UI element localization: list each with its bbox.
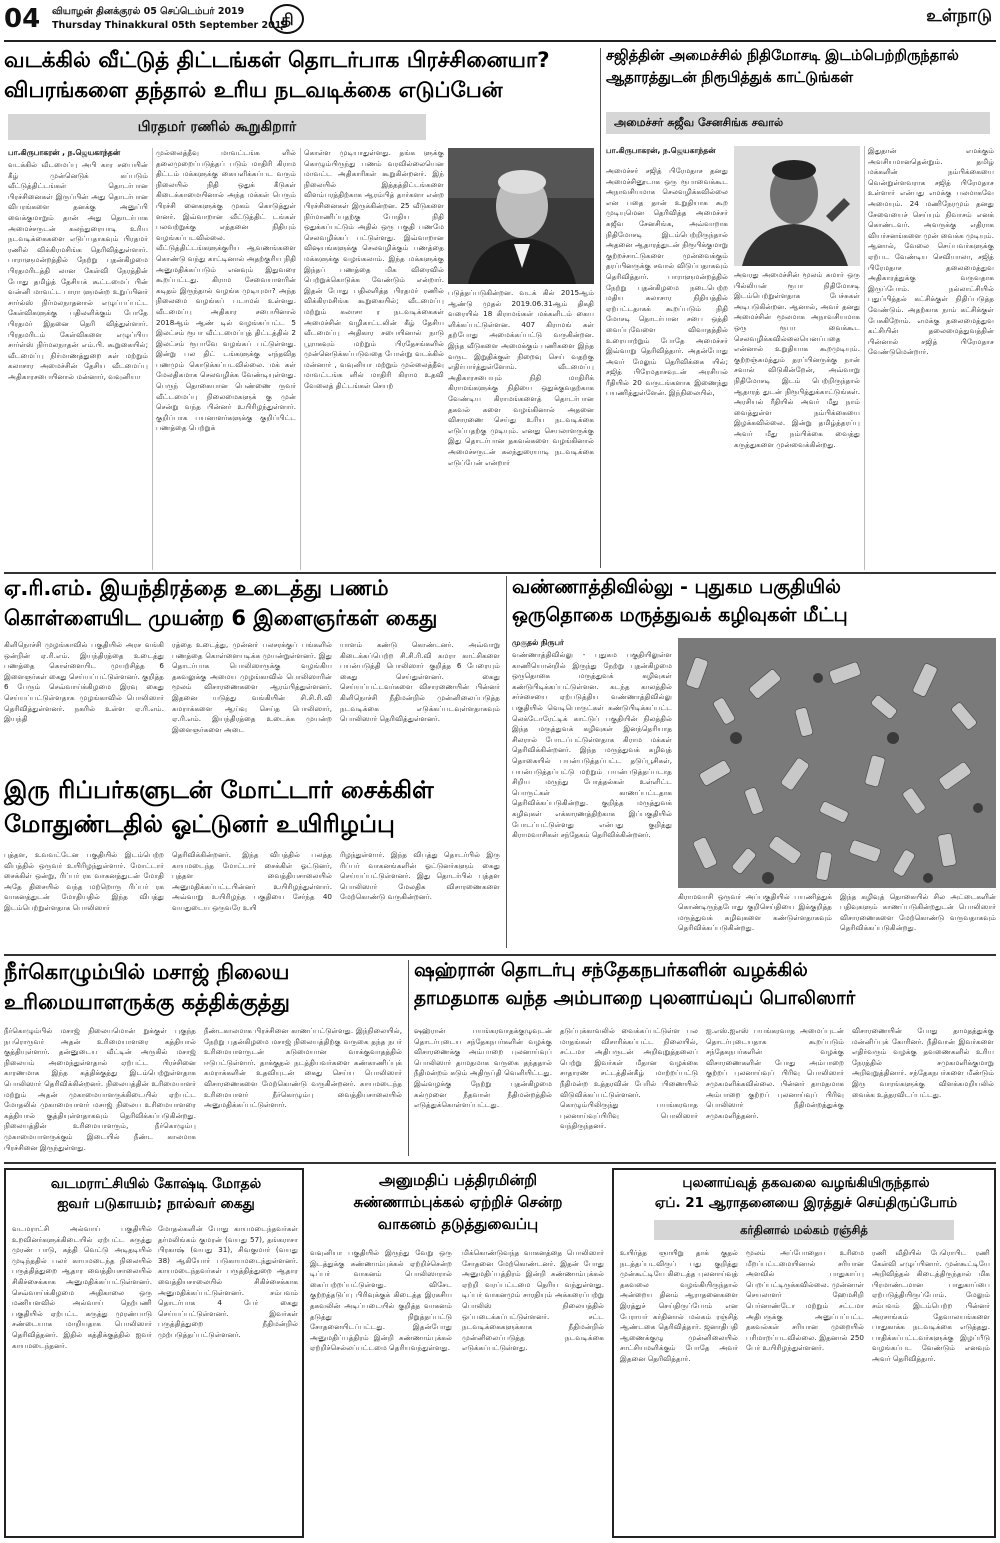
story-sajith-strap: அமைச்சர் சுஜீவ சேனசிங்க சவால்: [606, 112, 990, 134]
story-waste-byline: முகுதல் நிருபர்: [512, 638, 564, 647]
row-divider: [4, 954, 996, 956]
story-massage-col-2: நீண்டகாலமாக பிரச்சினை காணப்பட்டுள்ளது. இந்நிலையில், நேற்று புதன்கிழமை மசாஜ் நிலையத்திற்கு வருகை தந்த நபர் உரிமையாளருடன் கடுமையான வாக்குவாதத்தில் ஈடுபட்டுள்ளார். தாக்குதல் நடத்தியவர்களை கண்காணிப்புக் கமராக்களின் உதவியுடன் கைது செய்ய பொலிஸார் விசாரணைகளை மேற்கொண்டு வருகின்றனர். காயமடைந்த உரிமையாளர் நீர்கொழும்பு வைத்தியசாலையில் அனுமதிக்கப்பட்டுள்ளார்.: [204, 1026, 402, 1110]
story-cardinal-col-2: மூலம் அப்போதைய உரிமை மீறப்பட்டமையினால் சரியான அளவில் பாதுகாப்பு பெறப்பட்டிருக்கவில்லை. முன்னாள் செயலாளர் ஹேமசிறி பெர்னாண்டோ மற்றும் சட்டமா அதிபருக்கு அனுப்பப்பட்ட தகவல்கள் சரியான முறையில் பரிமாறப்படவில்லை. இதனால் 250 பேர் உயிரிழந்துள்ளனர்.: [746, 1248, 864, 1353]
story-zahran-col-1: ஷஹ்ரான் பயங்கரவாதக்குழுவுடன் தொடர்புடைய சந்தேகநபர்களின் வழக்கு விசாரணைக்கு அம்பாறை புலனாய்வுப் பொலிஸார் தாமதமாக வருகை தந்ததால் நீதிமன்றம் கடும் அதிருப்தி வெளியிட்டது. இவ்வழக்கு நேற்று புதன்கிழமை கல்முனை நீதவான் நீதிமன்றத்தில் எடுத்துக்கொள்ளப்பட்டது.: [414, 1026, 552, 1110]
row-divider: [4, 1162, 996, 1164]
story-sajith-byline: பா.கிருபாகரன், ந.ஜெயகாந்தன்: [606, 146, 716, 155]
story-limestone-col-2: மிக்கொண்டுவந்த வாகனத்தை பொலிஸார் சோதனை மேற்கொண்டனர். இதன் போது அனுமதிப்பத்திரம் இன்றி சுண்ணாம்புக்கல் ஏற்றி வரப்பட்டமை தெரிய வந்துள்ளது. டிப்பர் வாகனமும் சாரதியும் அக்கரைப்பற்று பொலிஸ் நிலையத்தில் ஒப்படைக்கப்பட்டுள்ளனர். சட்ட நடவடிக்கைகளுக்காக நீதிமன்றில் முன்னிலைப்படுத்த நடவடிக்கை எடுக்கப்பட்டுள்ளது.: [462, 1248, 604, 1353]
story-massage: [4, 960, 404, 1158]
waste-image: [678, 638, 996, 888]
story-clash-col-1: வடமராட்சி அல்வாய் பகுதியில் உறவினர்களுக்கிடையில் ஏற்பட்ட சுருத்து முரண் பாடு, கத்தி வெட்டு அடிதடியில் முடிந்ததில் பலர் காயமடைந்த நிலையில் பருத்தித்துறை ஆதார வைத்தியசாலையில் சிகிச்சைக்காக அனுமதிக்கப்பட்டுள்ளனர். செவ்வாய்க்கிழமை அதிகாலை ஒரு மணியளவில் அல்வாய் நெற்பணி பகுதியில் ஏற்பட்ட கருத்து முரண்பாடு சண்டையாக மாறியதாக பொலிஸார் தெரிவித்தனர். இதில் கத்திக்குத்தில் ஐவர் காயமடைந்தனர்.: [12, 1224, 152, 1350]
logo-text: தி: [280, 10, 294, 29]
story-atm-col-3: யாளம் கண்டு கொண்டனர். அவ்வாறு கிடைக்கப்பெற்ற சி.சி.ரி.வி கமரா காட்சிகளை பயன்படுத்தி பொலிஸார் குறித்த 6 பேரையும் கைது செய்துள்ளனர். கைது செய்யப்பட்டவர்களை விசாரணையின் பின்னர் கிளிநொச்சி நீதிமன்றில் முன்னிலைப்படுத்த நடவடிக்கை எடுக்கப்படவுள்ளதாகவும் பொலிஸார் தெரிவித்துள்ளனர்.: [340, 640, 500, 724]
portrait-image: [448, 148, 594, 284]
story-massage-headline-2: உரிமையாளருக்கு கத்திக்குத்து: [4, 990, 290, 1014]
story-housing-col-1: வடக்கில் வீடமைப்பு அபி கார சபையின் கீழ் முன்னெடுக் கப்படும் வீட்டுத்திட்டங்கள் தொடர்பான பிரச்சினைகள் இருப்பின் அது தொடர்பான விபரங்களை தனக்கு அனுப்பி வைக்குமாறும் தான் அது தொடர்பாக அமைச்சருடன் கலந்துரையாடி உரிய நடவடிக்கைகளை எடுப்பதாகவும் பிரதமர் ரணில் விக்கிரமசிங்க தெரிவித்துள்ளார். பாராளுமன்றத்தில் நேற்று புதன்கிழமை பிரதமரிடத்தி லான கேள்வி நேரத்தின் போது தமிழ்த் தேசியக் கூட்டமைப் பின் வன்னி மாவட்ட பாரா ளுமன்ற உறுப்பினர் சார்ல்ஸ் நிர்மலநாதனால் எழுப்பப்பட்ட கேள்விகளுக்கு பதிலளிக்கும் போதே பிரதமர் இதனை தெரி வித்துள்ளார். பிரதமரிடம் கேள்விகளை எழுப்பிய சார்ள்ஸ் நிர்மலநாதன் எம்.பி. கூறுகையில்; வீடமைப்பு நிர்மாணத்துறை கள் மற்றும் கலாசார அமைச்சின் தேசிய வீடமைப்பு அதிகாரசபையினால் மன்னார், வவுனியா: [8, 160, 148, 381]
col-rule: [152, 148, 153, 570]
story-cardinal-col-1: உயிர்த்த ஞாயிறு தாக் குதல் நடத்தப்படவிருப் பது குறித்து முன்கூட்டியே கிடைத்த புலனாய்வுத் தகவலை வழங்கியிருந்தால் அன்றைய தினம் ஆராதனைகளை இரத்துச் செய்திருப்போம் என பேராயர் கர்தினால் மல்கம் ரஞ்சித் ஆண்டகை தெரிவித்தார். ஜனாதிபதி ஆணைக்குழு முன்னிலையில் சாட்சியமளிக்கும் போதே அவர் இதனை தெரிவித்தார்.: [620, 1248, 738, 1363]
page-header: [0, 0, 1000, 42]
story-sajith-col-2: அவரது அமைச்சின் மூலம் சுமார் ஒரு பில்லியன் ரூபா நிதிமோசடி இடம்பெற்றுள்ளதாக பேச்சுகள் அடிபடுகின்றன. ஆனால், அவர் தனது அமைச்சின் மூலமாக அநாவசியமாக ஒரு ரூபா வைக்கூட செலவழிக்கவில்லையெனப்பதை என்னால் உறுதியாக கூறமுடியும். குற்றஞ்சுமத்தும் தரப்பினருக்கு நான் சவால் விடுகின்றேன், அவ்வாறு நிதிமோசடி இடம் பெற்றிருந்தால் ஆதாரத் துடன் நிரூபித்துக்காட்டுங்கள். அரசியல் ரீதியில் அவர் மீது நாம் வைத்துள்ள நம்பிக்கையை இழக்கவில்லை. இன்று தமிழ்த்தரப்பு அவர் மீது நம்பிக்கை வைத்து கருத்துகளை முன்வைக்கின்றது.: [734, 270, 860, 449]
newspaper-logo: [270, 4, 304, 34]
header-date-english: Thursday Thinakkural 05th September 2019: [52, 20, 288, 31]
prime-minister-photo: [448, 148, 594, 284]
medical-waste-photo: [678, 638, 996, 888]
story-cardinal: [612, 1168, 996, 1538]
story-housing-col-4: படுத்தப்படுகின்றன. வடக் கில் 2015ஆம் ஆண்டு முதல் 2019.06.31ஆம் திகதி வரையில் 18 கிராமங்கள் மக்களிடம் கைய ளிக்கப்பட்டுள்ளன. 407 கிராமங் கள் தற்போது அமைக்கப்பட்டு வருகின்றன. இந்த வீடுகளை அமைக்கும் பணிகளை இந்த வருட இறுதிக்குள் நிறைவு செய் வதற்கு எதிர்பார்த்துள்ளோம். வீடமைப்பு அதிகாரசபையும் நிதி மாதிரிக் கிராமங்களுக்கு நிதியை ஒதுக்குவதற்காக வேண்டிய கிராமங்களைத் தொடர்பான தகவல் களை வழங்கினால் அதனை விசாரணை செய்து உரிய நடவடிக்கை எடுப்பதற்கு முடியும். எனது செயலாளருக்கு இது தொடர்பான தகவல்களை வழங்கினால் அமைச்சருடன் கலந்துரையாடி நடவடிக்கை எடுப்பேன் என்றார்: [448, 288, 594, 467]
section-divider: [506, 576, 507, 948]
story-housing-strap: பிரதமர் ரணில் கூறுகிறார்: [8, 114, 426, 140]
story-cardinal-col-3: ரணி வீதியில் பேரொபிட ரணி கேள்வி எழுப்பினார். முன்கூட்டியே அறிவித்தல் கிடைத்திருந்தால் மிக பிரமாண்டமான பாதுகாப்பை ஏற்படுத்தியிருப்போம். மேலும் சம்பவம் இடம்பெற்ற பின்னர் அரசாங்கம் தேவாலயங்களை பாதுகாக்க நடவடிக்கை எடுத்தது. பாதிக்கப்பட்டவர்களுக்கு இழப்பீடு வழங்கப்பட வேண்டும் எனவும் அவர் தெரிவித்தார்.: [872, 1248, 990, 1363]
story-limestone-headline-1: அனுமதிப் பத்திரமின்றி: [378, 1171, 537, 1189]
story-cardinal-strap: கர்தினால் மல்கம் ரஞ்சித்: [654, 1220, 954, 1240]
story-accident-col-2: தெரிவிக்கின்றனர். இந்த விபத்தில் பலத்த காயமடைந்த மோட்டார் சைக்கிள் ஓட்டுனர், புத்தள வைத்தியசாலையில் அனுமதிக்கப்பட்டபின்னர் உயிரிழந்துள்ளார். அவ்வாறு உயிரிழந்த பகுதியை சேர்ந்த 40 வயதுடைய ஒருவரே உயி: [172, 850, 332, 912]
story-limestone-headline-2: சுண்ணாம்புக்கல் ஏற்றிச் சென்ற: [353, 1193, 563, 1211]
story-accident-headline-2: மோதுண்டதில் ஓட்டுனர் உயிரிழப்பு: [4, 810, 395, 838]
story-clash-headline-2: ஐவர் படுகாயம்; நால்வர் கைது: [57, 1196, 255, 1212]
story-sajith-headline-2: ஆதாரத்துடன் நிரூபித்துக் காட்டுங்கள்: [606, 70, 854, 86]
story-sajith-col-3: இதுதான் எமக்கும் அவசியமானதென்றும். தமிழ் மக்களின் நம்பிக்கையை வென்றுள்ளவராக சஜித் பிரேமதாச உள்ளார் என்பது எமக்கு பலமாகவே அமையும். 24 மணிநேரமும் தனது சேவையைச் செய்யும் நிவாசம் எனக் கொண்டவர். அவருக்கு எதிராக வியர்சனங்களை முன் வைக்க முடியும். ஆனால், வேலை செய்பவர்களுக்கு ஏற்பட வேண்டிய செவியாலா, சஜித் பிரேமதாச தலைமைத்துவ அதிகாரத்துக்கு வருவதாக இருப்போம். நல்லாட்சியில் புதுப்பித்தல் கட்சிக்குள் நிதிப்படுத்த வேண்டும். அதற்காக நாம் கட்சிக்குள் பேசுகிறோம். எமக்கு தலைமைத்துவ கட்சியின் தலைமைத்துவத்தின் பின்னால் சஜித் பிரேமதாச வேண்டுமென்றார்.: [868, 146, 994, 357]
story-zahran-col-4: விசாரணையின் போது தாமதத்துக்கு மன்னிப்புக் கோரினர். நீதிவான் இவர்களை எதிர்வரும் வழக்கு தவணைகளில் உரிய நேரத்தில் சமுகமளிக்குமாறு அறிவுறுத்தினார். சந்தேகநபர்களை மீண்டும் இரு வாரங்களுக்கு விளக்கமறியலில் வைக்க உத்தரவிடப்பட்டது.: [852, 1026, 994, 1099]
story-medical-waste: [512, 576, 996, 950]
story-massage-col-1: நீர்கொழும்பில் மசாஜ் நிலையமொன் றுக்குள் புகுந்த நபரொருவர் அதன் உரிமையாளரை கத்தியால் குத்தியுள்ளார். தன்னுடைய வீட்டின் அருகில் மசாஜ் நிலையம் அமைந்துள்ளதால் ஏற்பட்ட பிரச்சினை காரணமாக இந்த கத்திக்குத்து இடம்பெற்றுள்ளதாக பொலிஸார் தெரிவிக்கின்றனர். நிலையத்தின் உரிமையாளர் மற்றும் அதன் முகாமையாளருக்கிடையில் ஏற்பட்ட மோதலில் முகாமையாளர் மசாஜ் நிலைய உரிமையாளரை கத்தியால் குத்தியுள்ளதாகவும் தெரிவிக்கப்படுகின்றது. நிலையத்தின் உரிமையாளரும், நீர்கொழும்பு முகாமையாளருக்கும் இடையில் நீண்ட காலமாக பிரச்சினை இருந்துள்ளது.: [4, 1026, 196, 1152]
header-date-tamil: வியாழன் தினக்குரல் 05 செப்டெம்பர் 2019: [52, 6, 245, 17]
story-housing-headline-2: விபரங்களை தந்தால் உரிய நடவடிக்கை எடுப்பேன்: [4, 78, 503, 103]
story-housing-byline: பா.கிருபாகரன் , ந.ஜெயகாந்தன்: [8, 148, 121, 157]
story-limestone: [310, 1168, 606, 1540]
story-sajith-col-1: அமைச்சர் சஜித் பிரேமதாச தனது அமைச்சினூடாக ஒரு ரூபாவைக்கூட அநாவசியமாக செலவழிக்கவில்லை என பதை தான் உறுதியாக கூற முடியுமென தெரிவித்த அமைச்சர் சுஜீவ சேனசிங்க, அவ்வாறாக நிதிமோசடி இடம்பெற்றிருந்தால் அதனை ஆதாரத்துடன் நிரூபிக்குமாறு குற்றச்சாட்டுகளை முன்வைக்கும் தரப்பினருக்கு சவால் விடுப்பதாகவும் தெரிவித்தார். பாராளுமன்றத்தில் நேற்று புதன்கிழமை நடைபெற்ற மதிய கலாசார நிதியத்தில் ஏற்பட்டதாகக் கூறப்படும் நிதி மோசடி தொடர்பான சபை ஒத்தி வைப்புவேளை விவாதத்தில் உரையாற்றும் போதே அமைச்சர் இவ்வாறு தெரிவித்தார். அதன்போது அவர் மேலும் தெரிவிக்கை யில்; சஜித் பிரேமதாசவுடன் அரசியல் ரீதியில் 20 வருடங்களாக இணைந்து பயணித்துள்ளேன். இந்நிலையில்,: [606, 166, 728, 398]
story-accident-col-3: ரிழந்துள்ளார். இந்த விபத்து தொடர்பில் இரு ரிப்பர் வாகனங்களின் ஓட்டுனர்களும் கைது செய்யப்பட்டுள்ளனர். இது தொடர்பில் புத்தள பொலிஸார் மேலதிக விசாரணைகளை மேற்கொண்டு வருகின்றனர்.: [340, 850, 500, 902]
story-waste-caption-2: இந்த கழிவுத் தொகையில் சில அட்டைகளின் பதிவுகளும் காணப்படுகின்றதுடன் பொலிஸார் விசாரணைகளை மேற்கொண்டு வருவதாகவும் தெரிவிக்கப்படுகின்றது.: [840, 892, 996, 933]
story-cardinal-headline-2: ஏப். 21 ஆராதனையை இரத்துச் செய்திருப்போம்: [654, 1195, 958, 1211]
story-zahran-col-2: தடுப்புக்காவலில் வைக்கப்பட்டுள்ள பல மாதங்கள் விசாரிக்கப்பட்ட நிலையில், சட்டமா அதிபருடன் அறிவுறுத்தலைப் பெற்று இவர்கள் மீதான வழக்கை சாதாரண சட்டத்தின்கீழ் மாற்றப்பட்டு நீதிமன்ற உத்தரவின் பேரில் பிணையில் விடுவிக்கப்பட்டுள்ளனர். கொழும்பிலிருந்து பயங்கரவாத புலனாய்வுப்பிரிவு பொலிஸார் வந்திருந்தனர்.: [560, 1026, 698, 1131]
page-number: 04: [4, 4, 41, 34]
section-label: உள்நாடு: [926, 6, 992, 26]
story-accident-headline-1: இரு ரிப்பர்களுடன் மோட்டார் சைக்கிள்: [4, 776, 434, 804]
story-limestone-headline-3: வாகனம் தடுத்துவைப்பு: [377, 1215, 539, 1233]
col-rule: [864, 146, 865, 570]
story-accident-col-1: புத்தள, உவவட்டேன பகுதியில் இடம்பெற்ற விபத்தில் ஒருவர் உயிரிழந்துள்ளார். மோட்டார் சைக்கிள் ஒன்று, ரிப்பர் ரக வாகனத்துடன் மோதி அதே திசையில் வந்த மற்றொரு ரிப்பர் ரக வாகனத்துடன் மோதியதில் இந்த விபத்து இடம்பெற்றுள்ளதாக பொலிஸார்: [4, 850, 164, 912]
story-massage-headline-1: நீர்கொழும்பில் மசாஜ் நிலைய: [4, 960, 290, 984]
story-accident: [4, 776, 502, 950]
story-zahran-col-3: ஐ.எஸ்.ஐஎஸ் பயங்கரவாத அமைப்புடன் தொடர்புடையதாக கூறப்படும் சந்தேகநபர்களின் வழக்கு விசாரணைகளின் போது அம்பாறை குற்றப் புலனாய்வுப் பிரிவு பொலிஸார் சமுகமளிக்கவில்லை. பின்னர் தாமதமாக அம்பாறை குற்றப் புலனாய்வுப் பிரிவு பொலிஸார் நீதிமன்றத்துக்கு சமுகமளித்தனர்.: [706, 1026, 844, 1120]
story-sajith-headline-1: சஜித்தின் அமைச்சில் நிதிமோசடி இடம்பெற்றிருந்தால்: [606, 48, 959, 64]
story-waste-caption-1: கிராமவாசி ஒருவர் அப்பகுதியில் பயணித்துக் கொண்டிருந்தபோது குறிசெய்தியை இக்குறித்த மருத்துவக் கழிவுகளை கண்டுள்ளதாகவும் தெரிவிக்கப்படுகின்றது.: [678, 892, 832, 933]
story-atm-headline-2: கொள்ளையிட முயன்ற 6 இளைஞர்கள் கைது: [4, 606, 438, 630]
story-housing: [4, 48, 596, 570]
header-divider: [4, 40, 996, 42]
minister-photo: [734, 146, 860, 266]
story-limestone-col-1: வவுனியா பகுதியில் இருந்து வேறு ஒரு இடத்துக்கு சுண்ணாம்புக்கல் ஏற்றிச்சென்ற டிப்பர் வாகனம் பொலிஸாரால் கைப்பற்றப்பட்டுள்ளது. விசேட குற்றத்தடுப்பு பிரிவுக்குக் கிடைத்த இரகசிய தகவலின் அடிப்படையில் குறித்த வாகனம் தடுத்து நிறுத்தப்பட்டு சோதனையிடப்பட்டது. இதன்போது அனுமதிப்பத்திரம் இன்றி சுண்ணாம்புக்கல் ஏற்றிச்செல்லப்பட்டமை தெரியவந்துள்ளது.: [310, 1248, 452, 1353]
story-waste-body: வண்ணாத்திவில்லு - புதுகம பகுதியிலுள்ள காணியொன்றில் இருந்து நேற்று புதன்கிழமை ஒருதொகை மருத்துவக் கழிவுகள் கண்டுபிடிக்கப்பட்டுள்ளன. கடந்த காலத்தில் சர்ச்சையை ஏற்படுத்திய வண்ணாத்திவில்லு பகுதியில் வெடிபொருட்கள் கண்டுபிடிக்கப்பட்ட லெக்டோரேட்டிக் காட்டுப் பகுதியின் நிலத்தில் இந்த மருத்துவக் கழிவுகள் இனந்தெரியாத சிலரால் போடப்பட்டுள்ளதாக கிராம மக்கள் தெரிவிக்கின்றனர். இந்த மருத்துவக் கழிவுத் தொகையில் பயன்படுத்தப்பட்ட தடுப்பூசிகள், பயன்படுத்தப்பட்டு மற்றும் பயன்படுத்தப்படாத சிறிய மருந்து போத்தல்கள் உள்ளிட்ட பொருட்கள் காணப்பட்டதாக தெரிவிக்கப்படுகின்றது. குறித்த மருத்துவக் கழிவுகள் எக்காரணத்திற்காக இப்பகுதியில் போடப்பட்டுள்ளது என்பது குறித்து கிராமவாசிகள் சந்தேகம் தெரிவிக்கின்றனர்.: [512, 650, 672, 840]
story-sajith: [606, 48, 996, 570]
story-zahran-headline-1: ஷஹ்ரான் தொடர்பு சந்தேகநபர்களின் வழக்கில்: [414, 960, 808, 981]
story-waste-headline-1: வண்ணாத்திவில்லு - புதுகம பகுதியில்: [512, 576, 841, 598]
story-atm-col-2: ரத்தை உடைத்து, முன்னர் பலசரக்குப் பங்களில் பணத்தை கொள்ளையடிக்க முயன்றுள்ளனர். இது தொடர்பாக பொலிஸாருக்கு வழங்கிய தகவலுக்கு அமைய முழங்காவில் பொலிஸாரின் மூலம் விசாரணைகளை ஆரம்பித்துள்ளனர். இதனை யடுத்து வங்கியின் சி.சி.ரி.வி கமராக்களை ஆய்வு செய்த பொலிஸார், ஏ.ரி.எம். இயந்திரத்தை உடைக்க முயன்ற இளைஞர்களை அடை: [172, 640, 332, 734]
story-zahran-headline-2: தாமதமாக வந்த அம்பாறை புலனாய்வுப் பொலிஸார்: [414, 988, 856, 1009]
story-cardinal-headline-1: புலனாய்வுத் தகவலை வழங்கியிருந்தால்: [682, 1175, 930, 1191]
story-atm-headline-1: ஏ.ரி.எம். இயந்திரத்தை உடைத்து பணம்: [4, 576, 389, 600]
story-atm: [4, 576, 502, 772]
story-waste-headline-2: ஒருதொகை மருத்துவக் கழிவுகள் மீட்பு: [512, 604, 848, 626]
col-rule: [300, 148, 301, 570]
story-atm-col-1: கிளிநொச்சி முழங்காவில் பகுதியில் அரச வங்கி ஒன்றின் ஏ.ரி.எம். இயந்திரத்தை உடைத்து பணத்தை கொள்ளையிட முயற்சித்த 6 இளைஞர்கள் கைது செய்யப்பட்டுள்ளனர். குறித்த 6 பேரும் செவ்வாய்க்கிழமை இரவு கைது செய்யப்பட்டுள்ளதாக முழங்காவில் பொலிஸார் தெரிவித்துள்ளனர். நகரில் உள்ள ஏ.ரி.எம். இயந்தி: [4, 640, 164, 724]
section-divider: [408, 960, 409, 1156]
story-clash-col-2: மோதல்களின் போது காயமடைந்தவர்கள் தர்மலிங்கம் குமரன் (வயது 57), தங்கராசா பிரகாஷ் (வயது 31), சிவகுமார் (வயது 38) ஆகியோர் படுகாயமடைந்துள்ளனர். காயமடைந்தவர்கள் பருத்தித்துறை ஆதார வைத்தியசாலையில் சிகிச்சைக்காக அனுமதிக்கப்பட்டுள்ளனர். சம்பவம் தொடர்பாக 4 பேர் கைது செய்யப்பட்டுள்ளனர். இவர்கள் பருத்தித்துறை நீதிமன்றில் முற்படுத்தப்பட்டுள்ளனர்.: [158, 1224, 298, 1339]
story-clash: [4, 1168, 304, 1538]
story-zahran: [414, 960, 996, 1158]
section-divider: [600, 48, 601, 568]
story-housing-col-2: முல்லைத்தீவு மாவட்டங்க ளில் தலைமுறைப்படுத்தப் படும் மாதிரி கிராம திட்டம் மக்களுக்கு கையளிக்கப்பட வரும் நிலையில் நிதி ஒதுக் கீடுகள் கிடைக்காமையினால் அந்த மக்கள் பெரும் பிரச்சி னைகளுக்கு முகம் கொடுத்துள் ளனர். இவ்வாறான வீட்டுத்திட் டங்கள் பலவற்றுக்கு எத்தனை நிதியும் வழங்கப்படவில்லை. வீட்டுத்திட்டங்களுக்குரிய ஆவணங்களை கொண்டு வந்து காட்டினால் அதற்குரிய நிதி அனுமதிக்கப்படும் எனவும் இதுவரை கூறப்பட்டது. கிராம சேவையாளரின் கடிதம் இருந்தால் வழங்க முடியுமா? அந்த நிலைமை வழங்கப் படாமல் உள்ளது. வீடமைப்பு அதிகார சபையினால் 2018ஆம் ஆண் டில் வழங்கப்பட்ட 5 இலட்சம் ரூபா வீட்டமைப்புத் திட்டத்தில் 2 இலட்சம் ரூபாவே வழங்கப் பட்டுள்ளது. இன்று பல திட் டங்களுக்கு எந்தவித பணமும் கொடுக்கப்படவில்லை. மக் கள் மேலதிகமாக செலவழிக்க வேண்டியுள்ளது. பெருந் தொகையான பெண்ணை ருவர் வீட்டமைப்பு நிலைமைகளுக் கு முன் சென்று வந்த பின்னர் உயிரிழந்துள்ளார். குறிப்பாக பயனாளர்களுக்கு குறிப்பிட்ட பணத்தை பெற்றுக்: [156, 148, 296, 433]
story-housing-col-3: கொள்ள முடியாதுள்ளது. தங்க ளுக்கு கொழும்பிருந்து பணம் வரவில்லையென மாவட்ட அதிகாரிகள் கூறுகின்றனர். இந் நிலையில் இத்தத்திட்டங்களை விளம்பரத்திற்காக ஆரம்பித் தார்களா என்ற பிரச்சினைகள் இருக்கின்றன. 25 வீடுகளை நிர்மாணிப்பதற்கு போதிய நிதி ஒதுக்கப்பட்டும் அதில் ஒரு பகுதி பணமே செலவழிக்கப் பட்டுள்ளது. இவ்வாறான விஷயங்களுக்கு செலவழிக்கும் பணத்தை மக்களுக்கு வழங்கலாம். இந்த மக்களுக்கு இந்தப் பணத்தை மிக விரைவில் பெற்றுக்கொடுக்க வேண்டும் என்றார். இதன் போது பதிலளித்த பிரதமர் ரணில் விக்கிரமசிங்க கூறுகையில்; வீடமைப்பு மற்றும் கலாசா ர நடவடிக்கைகள் அமைச்சின் வழிகாட்டலின் கீழ் தேசிய வீடமைப்பு அதிகார சபையினால் நாடு பூராகவும் மற்றும் பிரதேசங்களில் முன்னெடுக்கப்படுவதை போன்று வடக்கில் மன்னார் , வவுனியா மற்றும் முல்லைத்தீவு மாவட்டங்க ளில் மாதிரி கிராம உதவி வேலைத் திட்டங்கள் செயற்: [304, 148, 444, 391]
story-clash-headline-1: வடமராட்சியில் கோஷ்டி மோதல்: [50, 1176, 262, 1192]
portrait-image: [734, 146, 860, 266]
story-housing-headline-1: வடக்கில் வீட்டுத் திட்டங்கள் தொடர்பாக பிரச்சினையா?: [4, 48, 550, 73]
row-divider: [4, 572, 996, 574]
